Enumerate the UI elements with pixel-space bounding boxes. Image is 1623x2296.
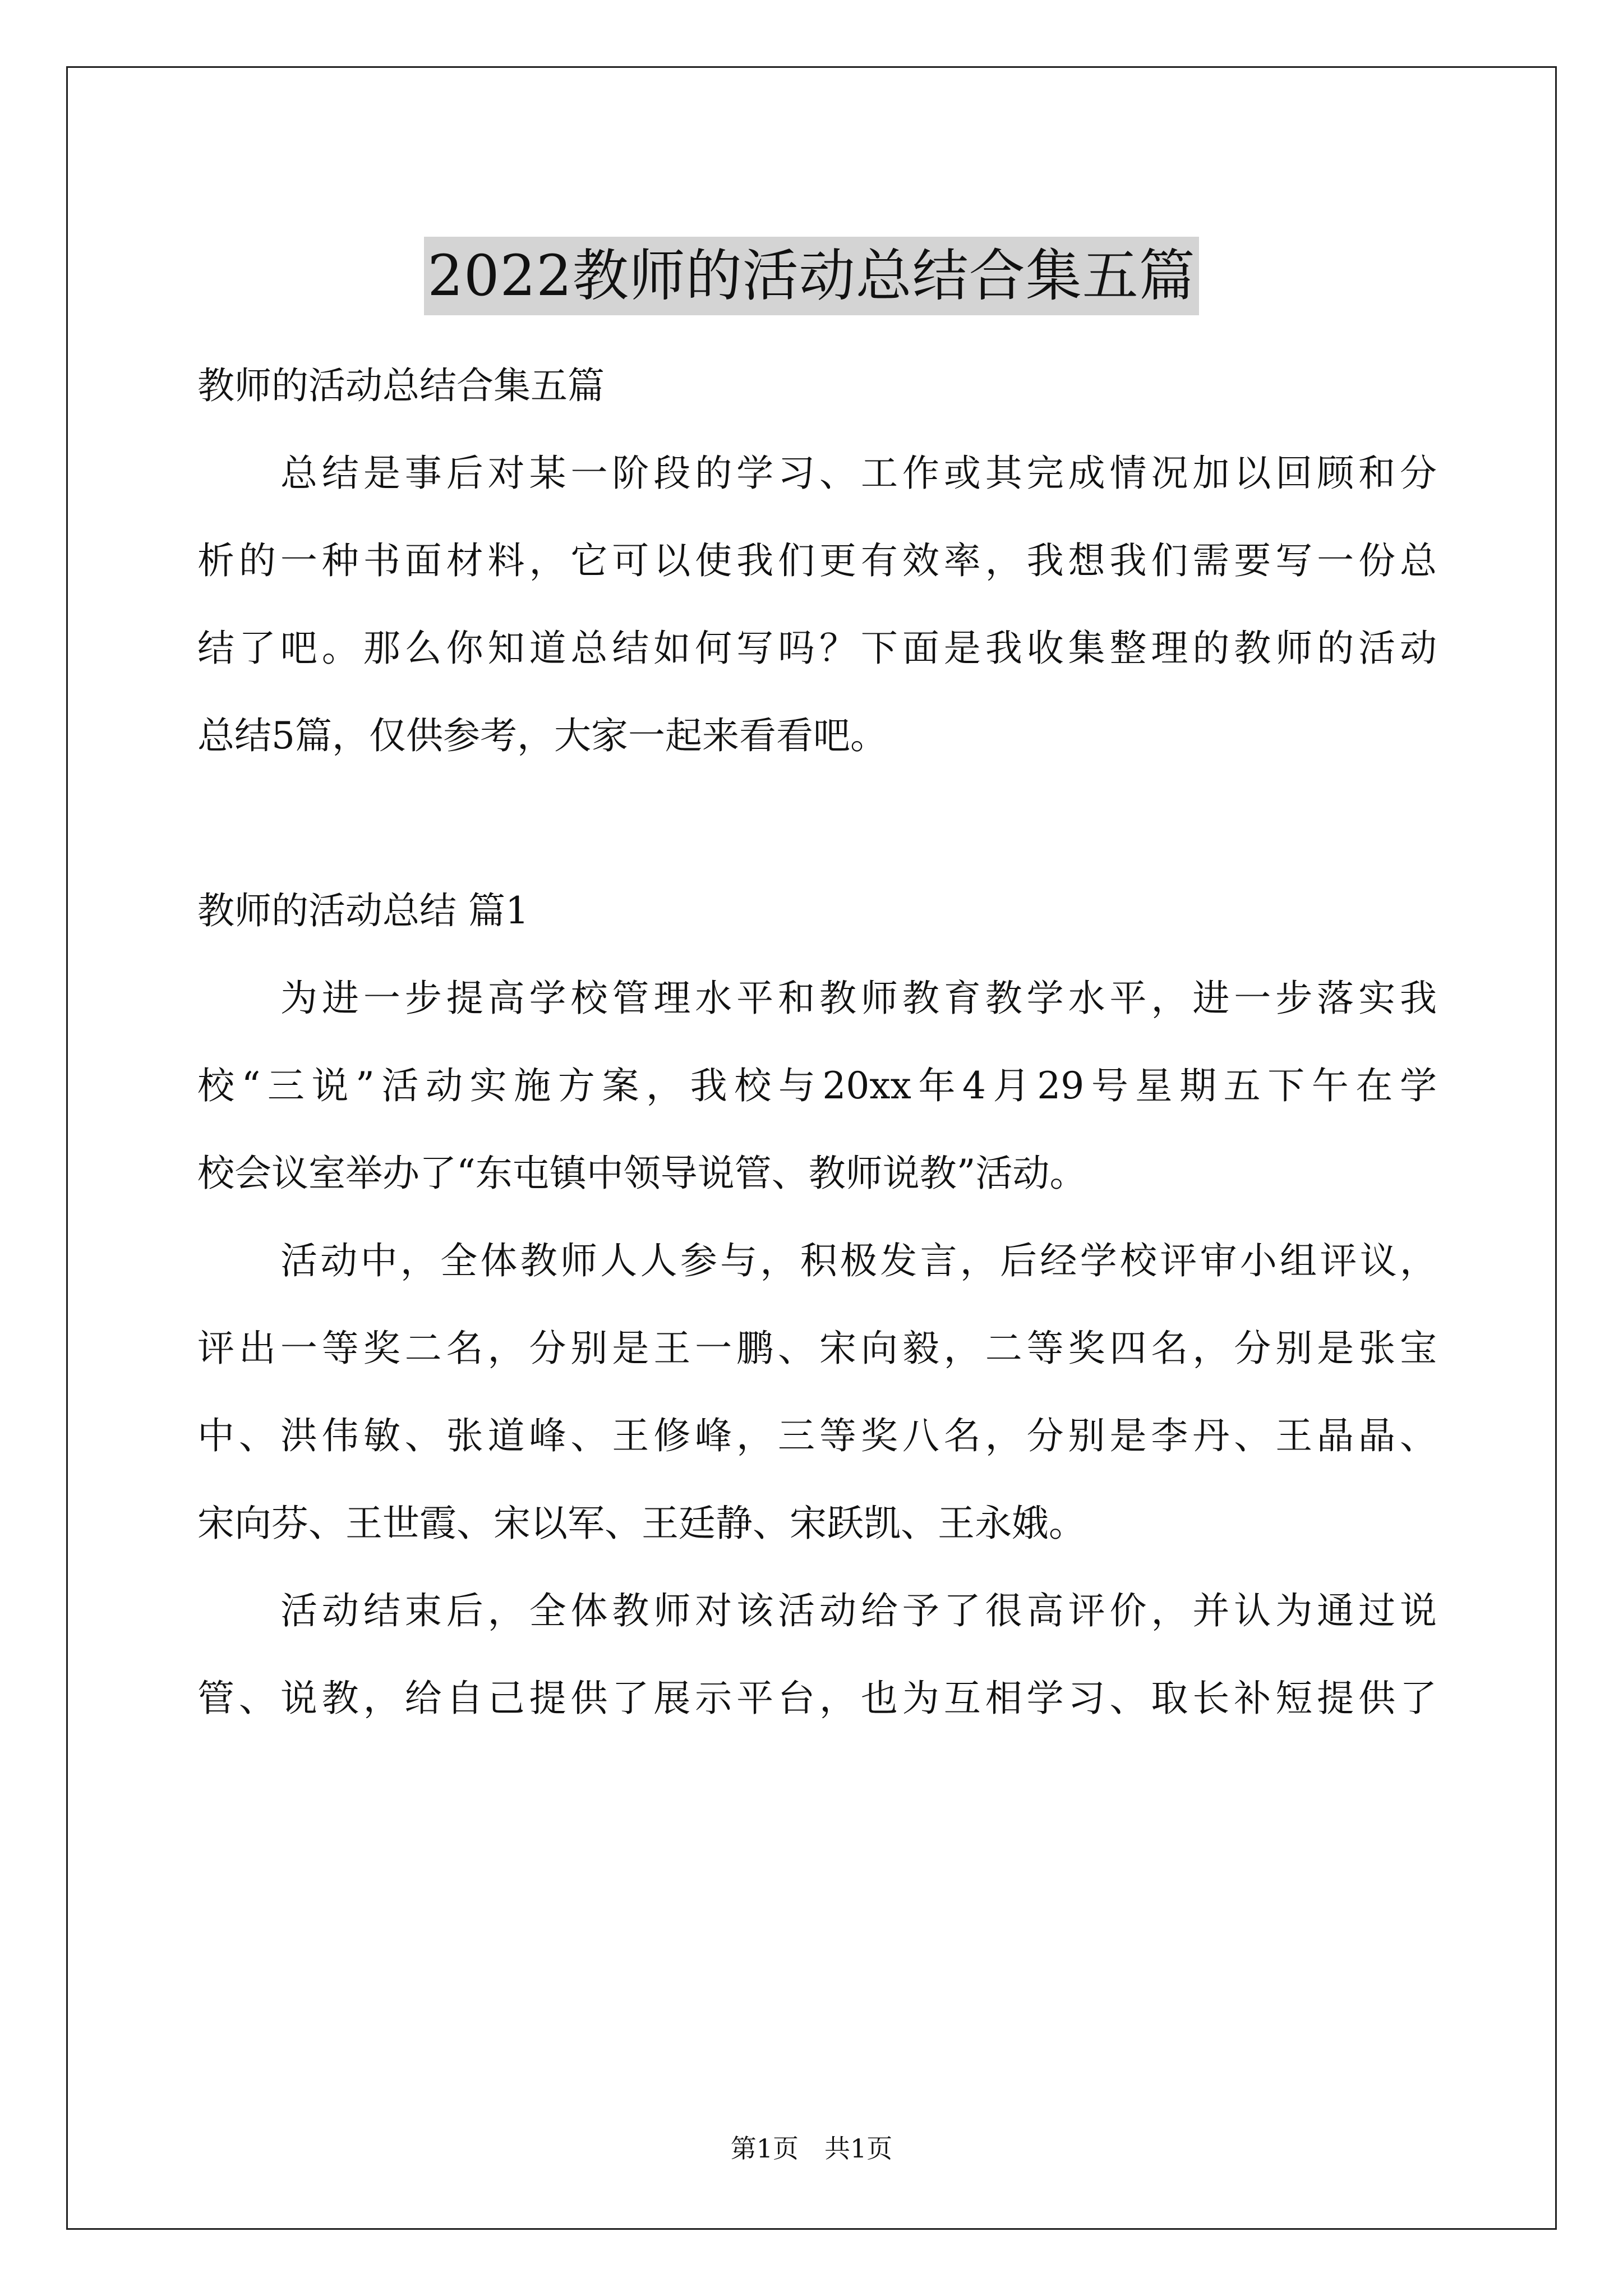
paragraph-2-line-4: 宋向芬、王世霞、宋以军、王廷静、宋跃凯、王永娥。 bbox=[197, 1502, 1086, 1545]
page-number-total: 共1页 bbox=[824, 2133, 893, 2164]
paragraph-2-line-3: 中、洪伟敏、张道峰、王修峰，三等奖八名，分别是李丹、王晶晶、 bbox=[197, 1414, 1437, 1457]
paragraph-1-line-1: 为进一步提高学校管理水平和教师教育教学水平，进一步落实我 bbox=[280, 977, 1437, 1020]
paragraph-1-line-3: 校会议室举办了“东屯镇中领导说管、教师说教”活动。 bbox=[197, 1152, 1087, 1195]
document-body bbox=[197, 342, 1437, 1742]
intro-line-1: 总结是事后对某一阶段的学习、工作或其完成情况加以回顾和分 bbox=[280, 452, 1437, 495]
paragraph-2-line-1: 活动中，全体教师人人参与，积极发言，后经学校评审小组评议， bbox=[280, 1239, 1437, 1282]
intro-line-2: 析的一种书面材料，它可以使我们更有效率，我想我们需要写一份总 bbox=[197, 539, 1437, 582]
paragraph-2-line-2: 评出一等奖二名，分别是王一鹏、宋向毅，二等奖四名，分别是张宝 bbox=[197, 1327, 1437, 1370]
paragraph-1-line-2: 校“三说”活动实施方案，我校与20xx年4月29号星期五下午在学 bbox=[197, 1064, 1437, 1107]
subtitle-line: 教师的活动总结合集五篇 bbox=[197, 364, 605, 407]
intro-line-3: 结了吧。那么你知道总结如何写吗？下面是我收集整理的教师的活动 bbox=[197, 627, 1437, 670]
intro-line-4: 总结5篇，仅供参考，大家一起来看看吧。 bbox=[197, 714, 887, 757]
page-footer bbox=[0, 2132, 1623, 2165]
paragraph-3-line-1: 活动结束后，全体教师对该活动给予了很高评价，并认为通过说 bbox=[280, 1589, 1437, 1632]
page-number-current: 第1页 bbox=[730, 2133, 799, 2164]
document-title: 2022教师的活动总结合集五篇 bbox=[424, 237, 1199, 315]
section-heading: 教师的活动总结 篇1 bbox=[197, 889, 529, 932]
section-gap bbox=[197, 780, 1437, 867]
paragraph-3-line-2: 管、说教，给自己提供了展示平台，也为互相学习、取长补短提供了 bbox=[197, 1677, 1437, 1720]
title-wrap bbox=[0, 199, 1623, 353]
